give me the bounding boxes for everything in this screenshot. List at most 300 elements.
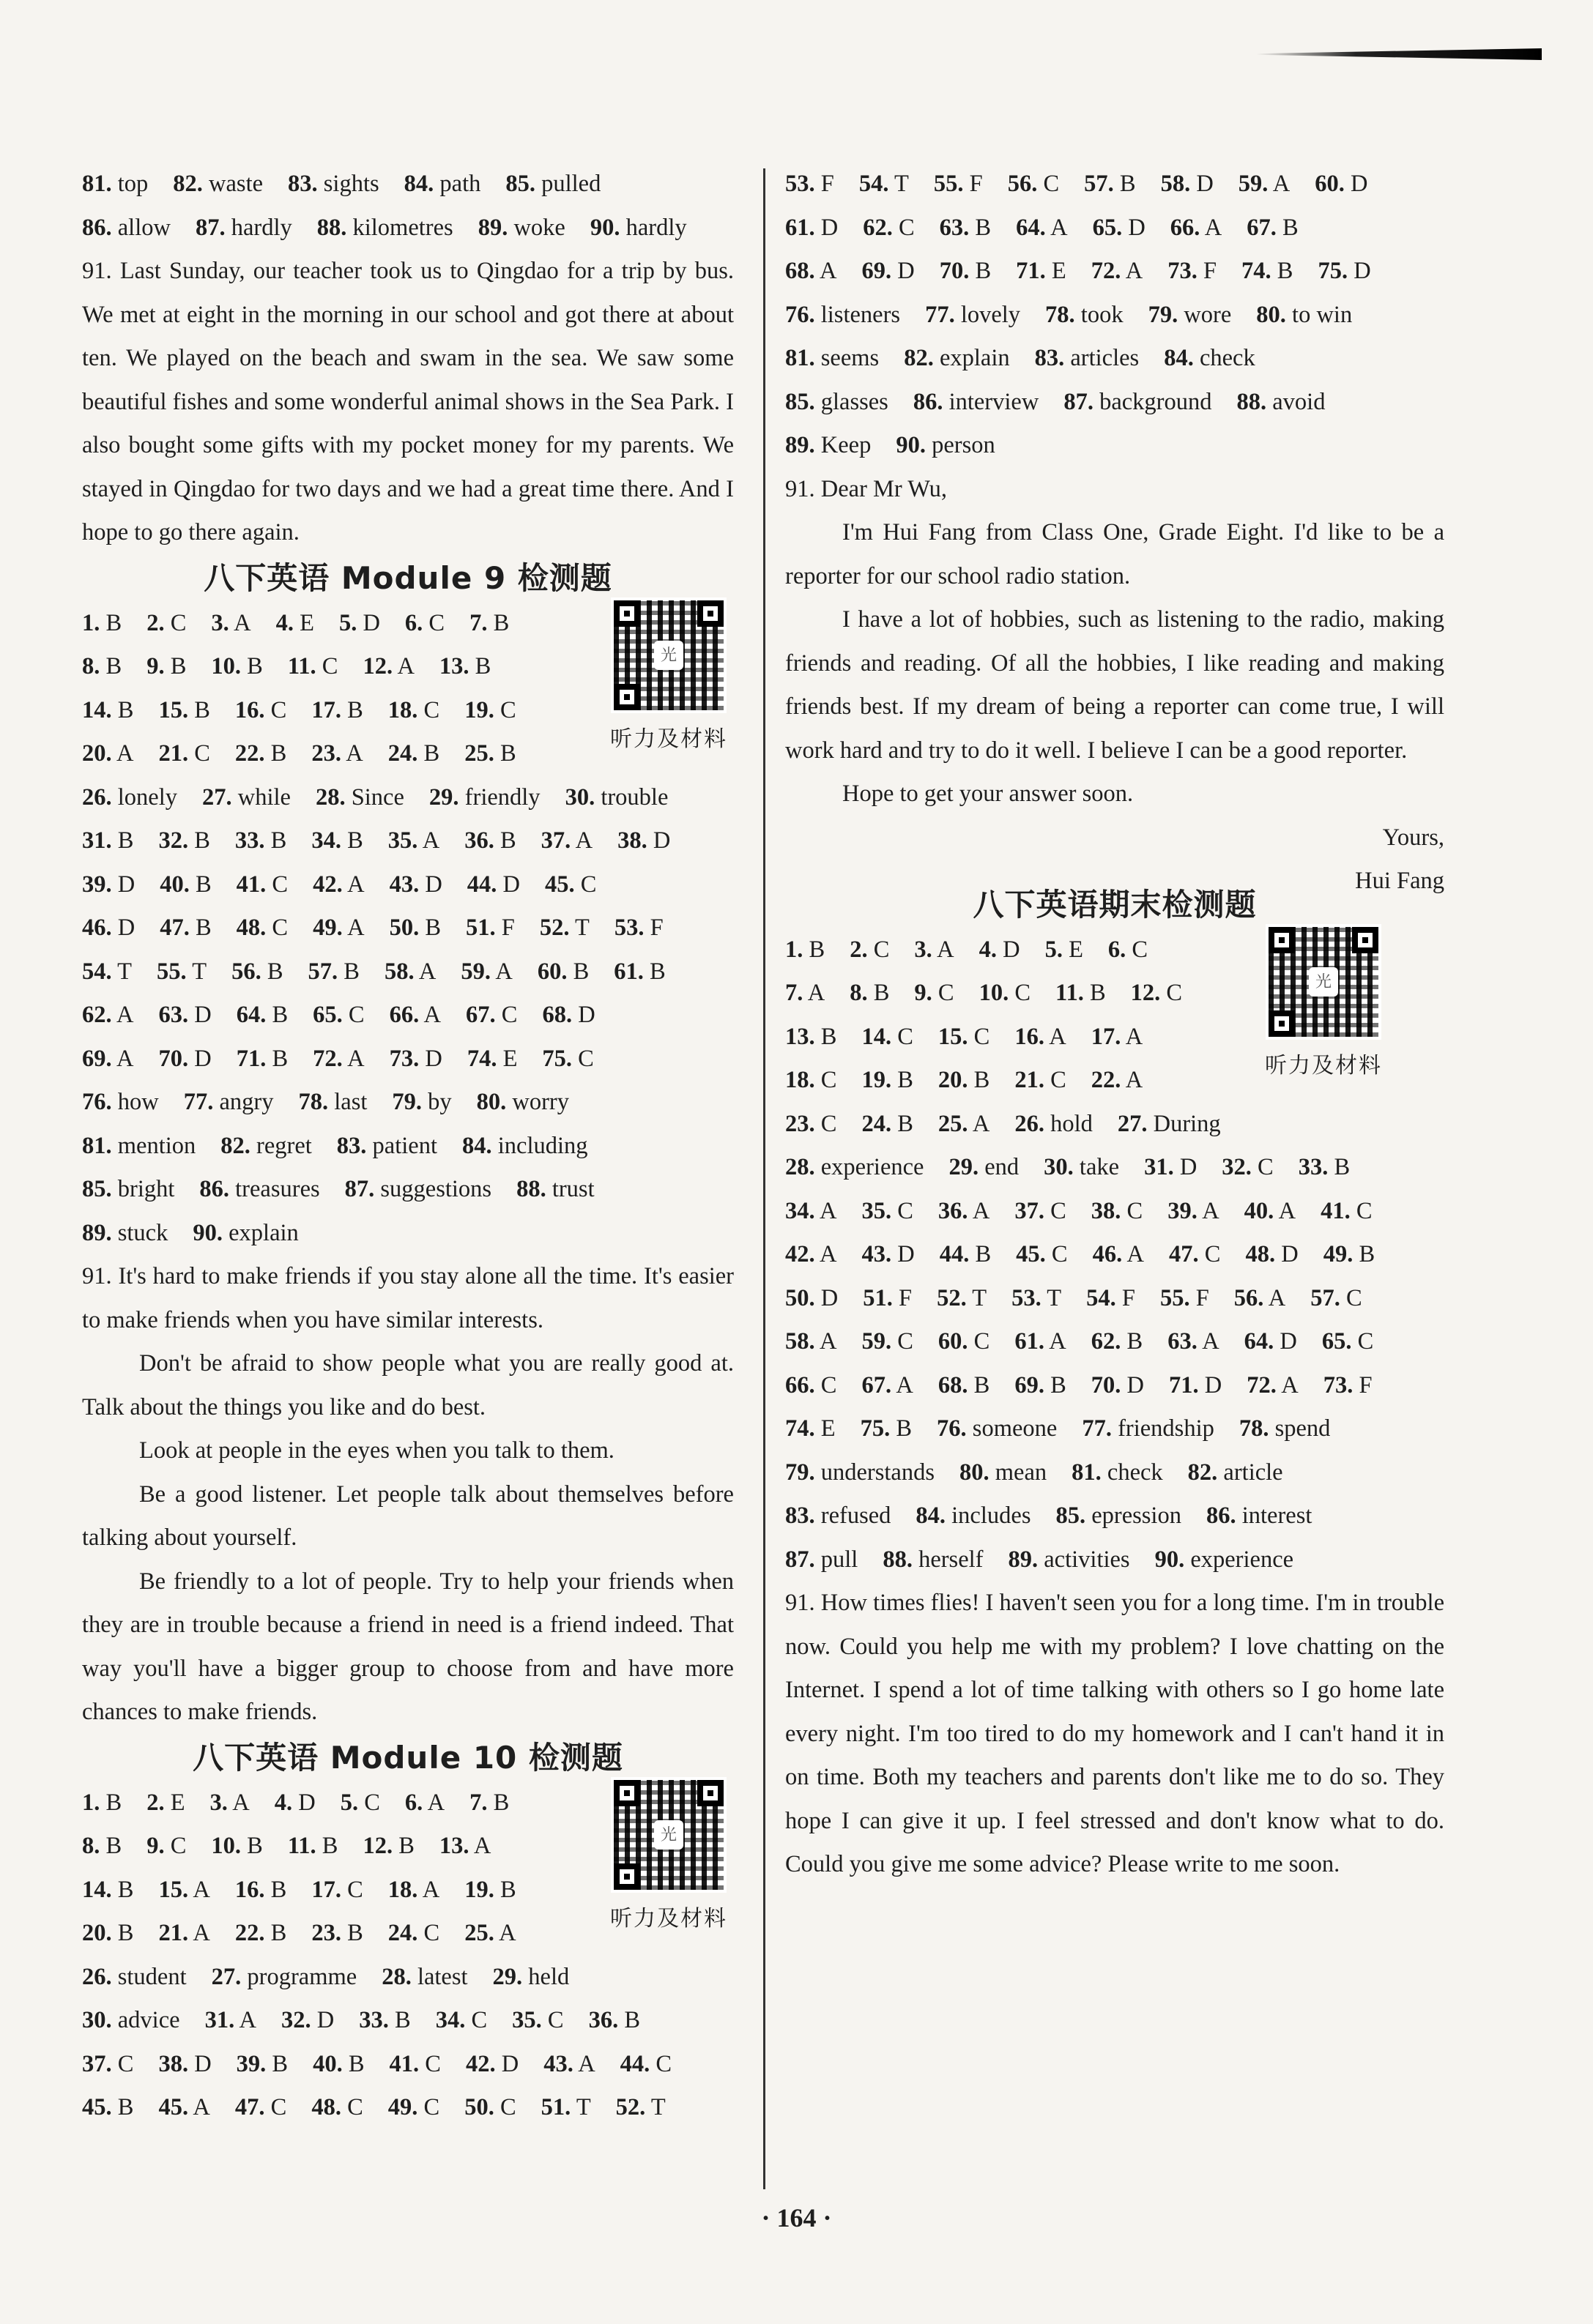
answer-row <box>785 163 1444 206</box>
question-number: 90. <box>896 432 926 458</box>
answer-item <box>436 1999 487 2043</box>
answer-item <box>863 1277 912 1321</box>
answer-item <box>464 819 516 863</box>
question-number: 44. <box>467 871 497 898</box>
answer-item <box>146 645 186 689</box>
question-number: 62. <box>1091 1328 1121 1355</box>
answer-item <box>464 2086 516 2130</box>
answer-value: B <box>1277 258 1293 284</box>
answer-item <box>785 1364 836 1408</box>
answer-item <box>82 1781 122 1825</box>
qr-code-icon: 光 <box>611 1777 727 1893</box>
question-number: 84. <box>462 1132 492 1159</box>
answer-value: B <box>493 1789 510 1816</box>
answer-value: D <box>1354 258 1371 284</box>
answer-value: T <box>972 1284 987 1311</box>
answer-value: by <box>428 1089 452 1115</box>
module9-qr[interactable] <box>606 597 731 753</box>
answer-value: D <box>897 258 915 284</box>
answer-value: B <box>322 1833 338 1859</box>
answer-item <box>937 1277 987 1321</box>
question-number: 10. <box>979 980 1009 1006</box>
answer-value: while <box>237 783 291 811</box>
answer-item <box>363 1825 414 1869</box>
answer-value: epression <box>1091 1502 1181 1529</box>
answer-item <box>146 1781 185 1825</box>
answer-item <box>231 950 283 994</box>
question-number: 21. <box>1014 1067 1044 1093</box>
answer-item <box>82 2086 133 2130</box>
answer-value: A <box>972 1197 990 1224</box>
answer-item <box>861 1407 912 1451</box>
question-number: 43. <box>861 1241 892 1267</box>
answer-value: C <box>425 2050 441 2077</box>
answer-value: A <box>575 827 593 854</box>
answer-item <box>1016 206 1067 250</box>
question-number: 82. <box>173 171 203 197</box>
letter <box>785 468 1444 904</box>
answer-value: A <box>232 1789 250 1816</box>
question-number: 29. <box>428 783 459 811</box>
answer-value: B <box>272 2050 289 2077</box>
answer-item <box>82 994 133 1038</box>
answer-value: A <box>807 980 825 1006</box>
answer-value: B <box>1334 1154 1351 1180</box>
answer-item <box>1091 1016 1143 1059</box>
answer-item <box>1161 163 1214 206</box>
answer-item <box>82 1999 180 2043</box>
answer-value: B <box>270 740 287 767</box>
answer-value: trust <box>552 1176 595 1202</box>
answer-item <box>861 1103 913 1147</box>
question-number: 86. <box>913 388 943 415</box>
question-number: 12. <box>363 1833 393 1859</box>
question-number: 48. <box>1245 1241 1276 1267</box>
answer-item <box>938 1364 989 1408</box>
question-number: 56. <box>231 958 261 985</box>
question-number: 88. <box>316 214 347 241</box>
answer-item <box>1222 1146 1273 1190</box>
answer-value: E <box>300 609 314 636</box>
question-number: 11. <box>287 653 316 679</box>
answer-value: A <box>193 1920 210 1946</box>
answer-value: worry <box>512 1089 569 1115</box>
answer-value: F <box>820 171 834 197</box>
answer-value: A <box>1125 1023 1143 1050</box>
question-number: 89. <box>785 432 815 458</box>
answer-item <box>934 163 983 206</box>
answer-item <box>861 1059 913 1103</box>
question-number: 6. <box>404 1789 423 1816</box>
answer-value: B <box>475 653 491 679</box>
question-number: 58. <box>384 958 415 985</box>
answer-value: B <box>1050 1371 1066 1399</box>
answer-item <box>429 776 541 820</box>
answer-item <box>388 732 439 776</box>
question-number: 1. <box>785 936 803 963</box>
answer-item <box>861 250 914 294</box>
answer-item <box>785 1277 838 1321</box>
answer-value: T <box>117 958 133 985</box>
answer-item <box>859 163 909 206</box>
question-number: 23. <box>311 1920 341 1946</box>
question-number: 8. <box>850 980 868 1006</box>
final-qr[interactable] <box>1261 924 1386 1079</box>
answer-value: C <box>578 1045 594 1072</box>
answer-item <box>979 928 1020 972</box>
answer-value: A <box>1281 1371 1299 1399</box>
answer-item <box>158 2086 209 2130</box>
answer-value: B <box>194 696 210 723</box>
answer-item <box>1148 294 1232 338</box>
answer-value: F <box>1359 1371 1373 1399</box>
answer-item <box>313 2043 364 2087</box>
question-number: 88. <box>883 1546 913 1573</box>
answer-value: B <box>493 609 510 636</box>
question-number: 38. <box>617 827 647 854</box>
question-number: 69. <box>861 258 892 284</box>
answer-value: D <box>194 1045 212 1072</box>
question-number: 3. <box>914 936 932 963</box>
question-number: 62. <box>863 214 893 241</box>
answer-value: E <box>1051 258 1066 284</box>
answer-item <box>1239 1407 1331 1451</box>
answer-item <box>861 1364 913 1408</box>
answer-item <box>1014 1016 1066 1059</box>
question-number: 29. <box>492 1963 523 1990</box>
answer-value: A <box>423 1002 442 1028</box>
question-number: 7. <box>469 1789 488 1816</box>
question-number: 38. <box>1091 1197 1121 1224</box>
answer-row <box>82 1125 734 1169</box>
answer-value: B <box>820 1023 837 1050</box>
answer-item <box>1131 972 1182 1016</box>
answer-item <box>1118 1103 1221 1147</box>
answer-item <box>212 1956 357 2000</box>
answer-value: F <box>650 915 664 941</box>
answer-row <box>82 2043 734 2087</box>
answer-value: B <box>624 2007 640 2033</box>
answer-value: check <box>1107 1459 1163 1486</box>
answer-value: C <box>1050 1067 1066 1093</box>
question-number: 18. <box>785 1067 815 1093</box>
question-number: 79. <box>785 1459 815 1486</box>
question-number: 19. <box>464 1876 494 1903</box>
question-number: 81. <box>785 345 815 371</box>
question-number: 51. <box>863 1284 893 1311</box>
answer-value: seems <box>820 345 880 371</box>
answer-value: person <box>932 432 995 458</box>
question-number: 82. <box>1187 1459 1218 1486</box>
answer-value: A <box>347 915 365 941</box>
question-number: 68. <box>542 1002 573 1028</box>
answer-item <box>785 1407 836 1451</box>
answer-value: B <box>1282 214 1299 241</box>
question-number: 44. <box>620 2050 650 2077</box>
answer-value: A <box>937 936 954 963</box>
question-number: 43. <box>543 2050 573 2077</box>
answer-value: A <box>972 1110 990 1137</box>
answer-value: woke <box>513 214 565 241</box>
question-number: 85. <box>82 1176 112 1202</box>
answer-row <box>785 1233 1444 1277</box>
question-number: 43. <box>389 871 420 898</box>
question-number: 86. <box>82 214 112 241</box>
answer-value: A <box>1126 1241 1145 1267</box>
question-number: 46. <box>1092 1241 1123 1267</box>
answer-value: C <box>1051 1241 1068 1267</box>
answer-value: B <box>500 1876 516 1903</box>
answer-item <box>339 602 380 646</box>
question-number: 65. <box>313 1002 343 1028</box>
answer-item <box>237 906 288 950</box>
answer-item <box>1008 163 1059 206</box>
right-column <box>785 163 1444 1887</box>
answer-value: D <box>194 2050 212 2077</box>
question-number: 37. <box>541 827 571 854</box>
answer-item <box>516 1168 595 1212</box>
question-number: 60. <box>1315 171 1345 197</box>
question-number: 15. <box>937 1023 968 1050</box>
answer-value: explain <box>229 1219 299 1246</box>
answer-row <box>785 928 1298 972</box>
answer-item <box>1323 1233 1375 1277</box>
question-number: 16. <box>234 696 265 723</box>
answer-item <box>937 1407 1057 1451</box>
answer-item <box>785 1016 836 1059</box>
answer-item <box>940 1233 991 1277</box>
answer-value: includes <box>951 1502 1031 1529</box>
answer-item <box>1016 1233 1067 1277</box>
answer-value: B <box>896 1415 913 1442</box>
answer-value: D <box>117 915 135 941</box>
question-number: 12. <box>363 653 393 679</box>
question-number: 68. <box>937 1371 968 1399</box>
question-number: 45. <box>158 2094 189 2120</box>
answer-value: B <box>423 740 440 767</box>
page-number: · 164 · <box>761 2203 832 2232</box>
answer-value: B <box>897 1110 913 1137</box>
essay-paragraph: Be friendly to a lot of people. Try to help your friends when they are in trouble because a friend in need is a friend indeed. That way you'll have a bigger group to choose from and have more chances to make friends. <box>82 1568 734 1725</box>
answer-item <box>1167 1320 1219 1364</box>
question-number: 45. <box>82 2094 112 2120</box>
question-number: 59. <box>1238 171 1269 197</box>
answer-value: B <box>347 827 363 854</box>
answer-value: B <box>270 827 287 854</box>
answer-item <box>211 645 262 689</box>
question-number: 51. <box>466 915 496 941</box>
answer-value: C <box>897 1023 913 1050</box>
answer-item <box>938 1190 989 1234</box>
question-number: 77. <box>925 301 955 328</box>
question-number: 64. <box>1016 214 1046 241</box>
answer-value: B <box>897 1067 913 1093</box>
question-number: 50. <box>785 1284 815 1311</box>
answer-item <box>1206 1494 1312 1538</box>
question-number: 73. <box>1323 1371 1354 1399</box>
answer-item <box>311 689 363 733</box>
answer-value: D <box>425 1045 442 1072</box>
question-number: 74. <box>785 1415 815 1442</box>
answer-item <box>565 776 669 820</box>
answer-value: held <box>528 1963 570 1990</box>
answer-item <box>345 1168 491 1212</box>
question-number: 2. <box>850 936 868 963</box>
answer-item <box>388 819 439 863</box>
answer-value: C <box>428 609 445 636</box>
answer-item <box>1247 1364 1298 1408</box>
answer-value: D <box>1179 1154 1197 1180</box>
answer-item <box>914 972 954 1016</box>
question-number: 39. <box>236 2050 267 2077</box>
answer-value: how <box>117 1089 159 1115</box>
answer-value: lonely <box>117 783 177 811</box>
answer-item <box>288 1825 338 1869</box>
question-number: 70. <box>1091 1371 1121 1399</box>
answer-row <box>785 1190 1444 1234</box>
answer-item <box>235 689 286 733</box>
question-number: 26. <box>82 1963 112 1990</box>
answer-item <box>785 381 888 425</box>
question-number: 75. <box>860 1415 891 1442</box>
answer-row <box>785 1320 1444 1364</box>
answer-value: top <box>117 171 149 197</box>
answer-value: D <box>298 1789 316 1816</box>
answer-item <box>1310 1277 1362 1321</box>
answer-value: experience <box>1190 1546 1294 1573</box>
answer-value: D <box>820 214 839 241</box>
answer-row <box>82 2086 734 2130</box>
question-number: 69. <box>82 1045 112 1072</box>
answer-item <box>1144 1146 1197 1190</box>
question-number: 71. <box>1169 1371 1199 1399</box>
answer-value: B <box>195 871 212 898</box>
question-number: 59. <box>461 958 491 985</box>
module10-qr[interactable] <box>606 1777 731 1932</box>
answer-item <box>1241 250 1293 294</box>
answer-value: C <box>1357 1328 1374 1355</box>
answer-item <box>938 1016 989 1059</box>
answer-item <box>235 1912 286 1956</box>
answer-row <box>82 1869 595 1913</box>
answer-value: A <box>1268 1284 1286 1311</box>
answer-item <box>1045 294 1124 338</box>
answer-item <box>82 906 135 950</box>
module9-title: 八下英语 Module 9 检测题 <box>204 559 612 596</box>
question-number: 54. <box>82 958 112 985</box>
answer-value: activities <box>1044 1546 1130 1573</box>
answer-value: C <box>897 1197 913 1224</box>
question-number: 53. <box>1011 1284 1041 1311</box>
question-number: 50. <box>389 915 420 941</box>
question-number: 2. <box>146 609 165 636</box>
question-number: 76. <box>82 1089 112 1115</box>
answer-value: C <box>364 1789 380 1816</box>
answer-item <box>883 1538 983 1582</box>
question-number: 47. <box>160 915 190 941</box>
answer-item <box>464 732 516 776</box>
question-number: 37. <box>82 2050 112 2077</box>
question-number: 22. <box>234 740 265 767</box>
answer-item <box>1169 1233 1220 1277</box>
question-number: 89. <box>478 214 508 241</box>
answer-value: E <box>502 1045 518 1072</box>
answer-item <box>390 906 441 950</box>
answer-item <box>1091 1364 1144 1408</box>
answer-value: F <box>501 915 515 941</box>
answer-item <box>1239 163 1290 206</box>
answer-value: B <box>425 915 441 941</box>
answer-item <box>979 972 1031 1016</box>
question-number: 24. <box>861 1110 892 1137</box>
question-number: 30. <box>1044 1154 1074 1180</box>
answer-value: B <box>975 1241 992 1267</box>
question-number: 76. <box>785 301 815 328</box>
answer-value: B <box>395 2007 411 2033</box>
question-number: 3. <box>211 609 229 636</box>
answer-value: A <box>819 258 837 284</box>
letter-paragraph: I have a lot of hobbies, such as listening to the radio, making friends and reading. Of all the hobbies, I like reading and making friends best. If my dream of being a reporter can come true, I will work hard and try to do it well. I believe I can be a good reporter. <box>785 606 1444 764</box>
answer-value: D <box>1003 936 1020 963</box>
answer-row <box>785 1059 1298 1103</box>
answer-item <box>785 1103 836 1147</box>
answer-item <box>464 1869 516 1913</box>
answer-item <box>1086 1277 1135 1321</box>
question-number: 10. <box>211 653 241 679</box>
answer-item <box>288 163 379 206</box>
answer-item <box>1091 1190 1143 1234</box>
question-number: 86. <box>199 1176 230 1202</box>
answer-value: explain <box>939 345 1010 371</box>
question-number: 25. <box>464 740 494 767</box>
final-essay: 91. How times flies! I haven't seen you for a long time. I'm in trouble now. Could you help me with my problem? I love chatting on the Internet. I spend a lot of time talking with others so I go home late every night. I'm too tired to do my homework and I can't hand it in on time. Both my teachers and parents don't like me to do so. They hope I can give it up. I feel stressed and don't know what to do. Could you give me some advice? Please write to me soon. <box>785 1590 1444 1877</box>
answer-value: Since <box>351 783 404 811</box>
question-number: 4. <box>979 936 997 963</box>
question-number: 15. <box>158 1876 189 1903</box>
answer-row <box>785 1277 1444 1321</box>
essay-paragraph: Don't be afraid to show people what you are really good at. Talk about the things you like and do best. <box>82 1350 734 1420</box>
question-number: 31. <box>1144 1154 1174 1180</box>
question-number: 24. <box>387 1920 418 1946</box>
answer-item <box>1045 928 1083 972</box>
answer-value: patient <box>372 1132 437 1159</box>
answer-value: including <box>497 1132 588 1159</box>
answer-item <box>82 1212 168 1256</box>
question-number: 59. <box>861 1328 892 1355</box>
answer-value: C <box>170 1833 187 1859</box>
answer-item <box>925 294 1020 338</box>
answer-value: C <box>656 2050 672 2077</box>
question-number: 64. <box>236 1002 267 1028</box>
answer-row <box>82 1038 734 1081</box>
answer-value: B <box>105 653 122 679</box>
answer-value: B <box>975 258 992 284</box>
answer-value: end <box>984 1154 1020 1180</box>
answer-value: B <box>117 1920 134 1946</box>
answer-item <box>904 337 1009 381</box>
question-number: 32. <box>281 2007 311 2033</box>
answer-value: took <box>1080 301 1124 328</box>
question-number: 21. <box>158 740 189 767</box>
question-number: 14. <box>82 696 112 723</box>
answer-item <box>158 732 209 776</box>
answer-value: hardly <box>231 214 292 241</box>
answer-value: A <box>397 653 415 679</box>
answer-row <box>82 1081 734 1125</box>
answer-item <box>388 1869 439 1913</box>
answer-value: someone <box>972 1415 1058 1442</box>
answer-item <box>235 732 286 776</box>
